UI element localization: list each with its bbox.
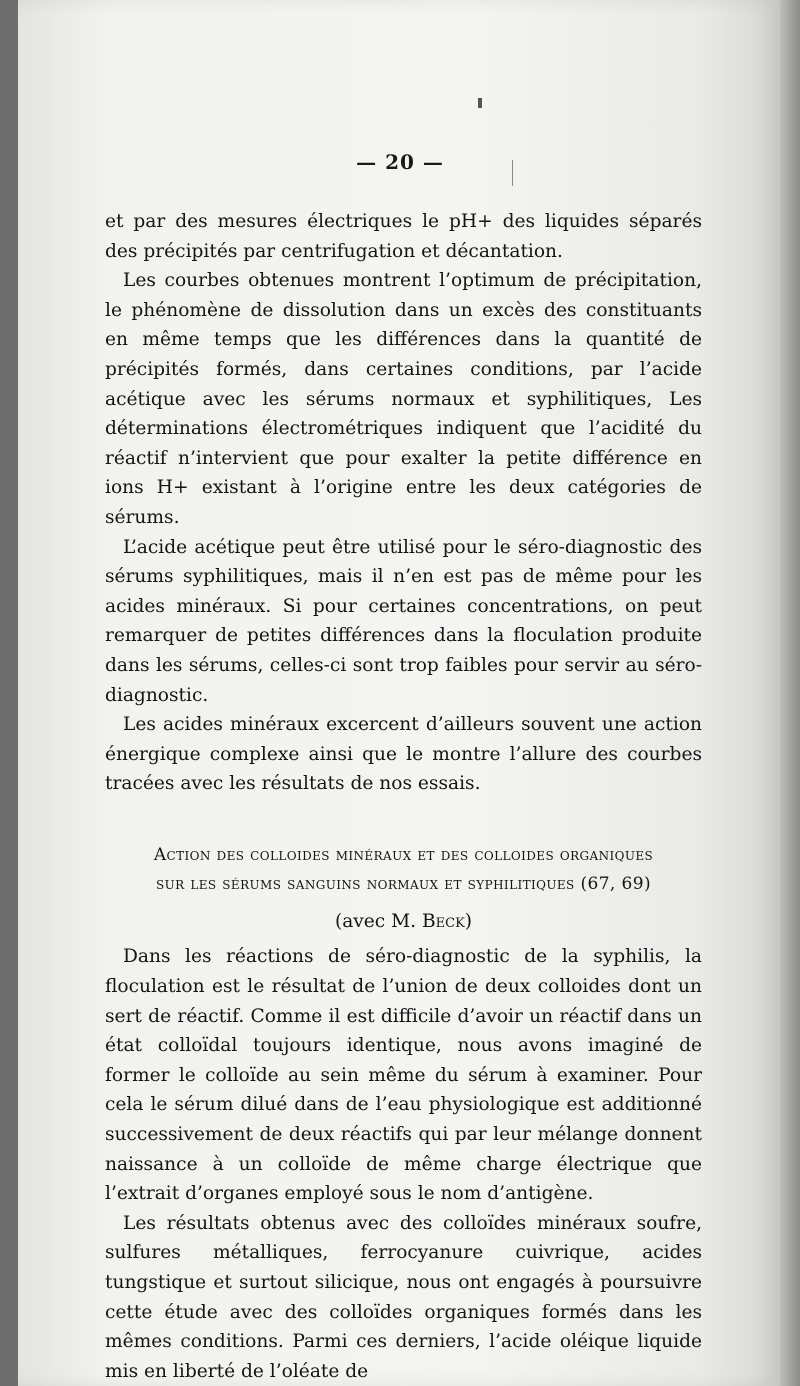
collaborator-line (105, 907, 702, 937)
paragraph: Les courbes obtenues montrent l’optimum de précipitation, le phénomène de dissolution dans un excès des constituants en même temps que les différences dans la quantité de précipités formés, dans certaines conditions, par l’acide acétique avec les sérums normaux et syphilitiques, Les déterminations électrométriques indiquent que l’acidité du réactif n’intervient que pour exalter la petite différence en ions H+ existant à l’origine entre les deux catégories de sérums. (105, 270, 702, 528)
collaborator-name: Beck (421, 910, 465, 932)
paragraph: Dans les réactions de séro-diagnostic de la syphilis, la floculation est le résultat de l’union de deux colloides dont un sert de réactif. Comme il est difficile d’avoir un réactif dans un état colloïdal toujours identique, nous avons imaginé de former le colloïde au sein même du sérum à examiner. Pour cela le sérum dilué dans de l’eau physiologique est additionné successivement de deux réactifs qui par leur mélange donnent naissance à un colloïde de même charge électrique que l’extrait d’organes employé sous le nom d’antigène. (105, 946, 702, 1205)
paragraph: et par des mesures électriques le pH+ des liquides séparés des précipités par centrifugation et décantation. (105, 211, 702, 262)
collaborator-suffix: ) (464, 910, 473, 932)
page-number: — 20 — (356, 150, 444, 174)
paragraph: Les acides minéraux excercent d’ailleurs souvent une action énergique complexe ainsi que le montre l’allure des courbes tracées avec les résultats de nos essais. (105, 714, 702, 795)
section-heading-line: sur les sérums sanguins normaux et syphilitiques (67, 69) (155, 873, 652, 894)
page-edge-shadow (780, 0, 800, 1386)
body-text (105, 207, 702, 1386)
collaborator-prefix: (avec M. (334, 910, 422, 932)
paragraph: L’acide acétique peut être utilisé pour le séro-diagnostic des sérums syphilitiques, mais il n’en est pas de même pour les acides minéraux. Si pour certaines concentrations, on peut remarquer de petites différences dans la floculation produite dans les sérums, celles-ci sont trop faibles pour servir au séro-diagnostic. (105, 536, 702, 706)
paragraph: Les résultats obtenus avec des colloïdes minéraux soufre, sulfures métalliques, ferrocyanure cuivrique, acides tungstique et surtout silicique, nous ont engagés à poursuivre cette étude avec des colloïdes organiques formés dans les mêmes conditions. Parmi ces derniers, l’acide oléique liquide mis en liberté de l’oléate de (105, 1212, 702, 1382)
ink-speck (478, 98, 482, 108)
section-heading-line: Action des colloides minéraux et des colloides organiques (153, 844, 654, 865)
section-heading (105, 841, 702, 899)
